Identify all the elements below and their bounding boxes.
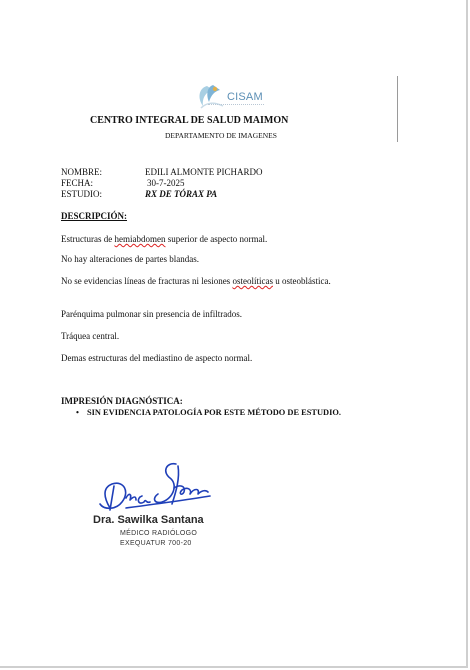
impression-item-text: SIN EVIDENCIA PATOLOGÍA POR ESTE MÉTODO DE ESTUDIO. <box>87 408 341 417</box>
doctor-name: Dra. Sawilka Santana <box>93 514 204 526</box>
date-label: FECHA: <box>61 178 94 188</box>
doctor-exequatur: EXEQUATUR 700-20 <box>120 540 192 547</box>
header-divider <box>397 76 398 142</box>
finding-abdomen-text-a: Estructuras de <box>61 234 115 244</box>
finding-abdomen <box>61 234 361 245</box>
doctor-role: MÉDICO RADIÓLOGO <box>120 530 198 537</box>
finding-bones-misspelled: osteolíticas <box>232 276 273 286</box>
finding-mediastinum: Demas estructuras del mediastino de aspecto normal. <box>61 353 253 363</box>
finding-bones-text-a: No se evidencias líneas de fracturas ni lesiones <box>61 276 233 286</box>
finding-abdomen-text-c: superior de aspecto normal. <box>165 234 268 244</box>
description-heading: DESCRIPCIÓN: <box>61 211 128 221</box>
handwritten-signature-icon <box>96 458 214 516</box>
logo-tagline <box>208 104 264 108</box>
finding-trachea: Tráquea central. <box>61 331 120 341</box>
study-label: ESTUDIO: <box>61 189 102 199</box>
department-subtitle: DEPARTAMENTO DE IMAGENES <box>165 131 277 140</box>
logo-text: CISAM <box>227 91 263 103</box>
finding-abdomen-misspelled: hemiabdomen <box>114 234 166 244</box>
finding-bones-text-c: u osteoblástica. <box>272 276 331 286</box>
document-title: CENTRO INTEGRAL DE SALUD MAIMON <box>90 115 289 126</box>
date-value: 30-7-2025 <box>147 178 185 188</box>
impression-item <box>76 408 341 417</box>
bullet-icon: • <box>76 408 79 417</box>
finding-soft-tissue: No hay alteraciones de partes blandas. <box>61 254 199 264</box>
impression-heading: IMPRESIÓN DIAGNÓSTICA: <box>61 396 183 406</box>
finding-bones <box>61 276 361 287</box>
name-value: EDILI ALMONTE PICHARDO <box>145 167 263 177</box>
name-label: NOMBRE: <box>61 167 103 177</box>
finding-lungs: Parénquima pulmonar sin presencia de infiltrados. <box>61 309 242 319</box>
study-value: RX DE TÓRAX PA <box>145 189 218 199</box>
